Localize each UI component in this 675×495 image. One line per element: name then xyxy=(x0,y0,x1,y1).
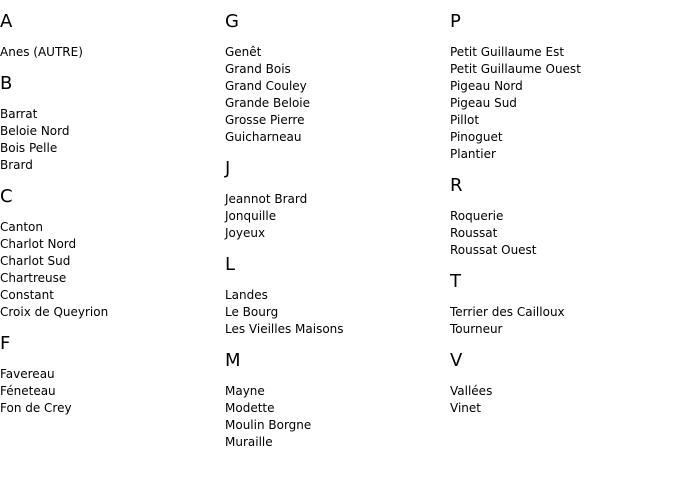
place-link[interactable]: Vallées xyxy=(450,384,493,398)
place-list xyxy=(225,287,344,338)
place-link[interactable]: Les Vieilles Maisons xyxy=(225,322,344,336)
letter-section xyxy=(225,12,344,146)
letter-section xyxy=(450,176,581,259)
place-link[interactable]: Charlot Sud xyxy=(0,254,71,268)
place-link[interactable]: Barrat xyxy=(0,107,38,121)
place-link[interactable]: Moulin Borgne xyxy=(225,418,312,432)
place-link[interactable]: Roussat Ouest xyxy=(450,243,537,257)
index-column-3 xyxy=(450,0,581,417)
place-link[interactable]: Féneteau xyxy=(0,384,56,398)
section-letter-heading: R xyxy=(450,175,463,196)
place-link[interactable]: Grosse Pierre xyxy=(225,113,305,127)
place-list xyxy=(225,44,344,146)
place-link[interactable]: Modette xyxy=(225,401,275,415)
section-letter-heading: J xyxy=(225,158,231,179)
letter-section xyxy=(450,351,581,417)
place-link[interactable]: Le Bourg xyxy=(225,305,279,319)
place-link[interactable]: Anes (AUTRE) xyxy=(0,45,83,59)
section-letter-heading: C xyxy=(0,186,13,207)
place-link[interactable]: Chartreuse xyxy=(0,271,67,285)
place-link[interactable]: Fon de Crey xyxy=(0,401,72,415)
section-letter-heading: M xyxy=(225,350,241,371)
place-link[interactable]: Vinet xyxy=(450,401,481,415)
place-link[interactable]: Tourneur xyxy=(450,322,503,336)
section-letter-heading: V xyxy=(450,350,463,371)
place-link[interactable]: Landes xyxy=(225,288,268,302)
place-link[interactable]: Terrier des Cailloux xyxy=(450,305,565,319)
place-link[interactable]: Muraille xyxy=(225,435,273,449)
place-link[interactable]: Grande Beloie xyxy=(225,96,311,110)
place-list xyxy=(450,44,581,163)
place-link[interactable]: Mayne xyxy=(225,384,265,398)
place-list xyxy=(450,383,581,417)
place-link[interactable]: Pigeau Nord xyxy=(450,79,523,93)
place-link[interactable]: Pinoguet xyxy=(450,130,503,144)
place-link[interactable]: Jeannot Brard xyxy=(225,192,308,206)
place-list xyxy=(0,44,108,61)
place-link[interactable]: Plantier xyxy=(450,147,496,161)
place-link[interactable]: Petit Guillaume Est xyxy=(450,45,565,59)
place-link[interactable]: Croix de Queyrion xyxy=(0,305,109,319)
letter-section xyxy=(450,12,581,163)
letter-section xyxy=(0,334,108,417)
place-link[interactable]: Guicharneau xyxy=(225,130,302,144)
place-link[interactable]: Roquerie xyxy=(450,209,504,223)
place-link[interactable]: Charlot Nord xyxy=(0,237,77,251)
section-letter-heading: A xyxy=(0,11,13,32)
place-link[interactable]: Favereau xyxy=(0,367,55,381)
letter-section xyxy=(225,351,344,451)
place-link[interactable]: Bois Pelle xyxy=(0,141,58,155)
section-letter-heading: L xyxy=(225,254,236,275)
letter-section xyxy=(225,159,344,242)
place-link[interactable]: Petit Guillaume Ouest xyxy=(450,62,581,76)
place-link[interactable]: Genêt xyxy=(225,45,262,59)
place-list xyxy=(0,219,108,321)
place-link[interactable]: Jonquille xyxy=(225,209,277,223)
letter-section xyxy=(225,255,344,338)
place-link[interactable]: Pigeau Sud xyxy=(450,96,517,110)
place-list xyxy=(0,106,108,174)
index-column-1 xyxy=(0,0,108,417)
place-link[interactable]: Canton xyxy=(0,220,43,234)
letter-section xyxy=(0,74,108,174)
place-list xyxy=(450,304,581,338)
index-column-2 xyxy=(225,0,344,451)
place-link[interactable]: Beloie Nord xyxy=(0,124,70,138)
place-link[interactable]: Roussat xyxy=(450,226,498,240)
place-link[interactable]: Grand Couley xyxy=(225,79,307,93)
place-link[interactable]: Pillot xyxy=(450,113,480,127)
place-link[interactable]: Joyeux xyxy=(225,226,266,240)
place-link[interactable]: Grand Bois xyxy=(225,62,291,76)
section-letter-heading: F xyxy=(0,333,11,354)
letter-section xyxy=(450,272,581,338)
letter-section xyxy=(0,187,108,321)
letter-section xyxy=(0,12,108,61)
section-letter-heading: G xyxy=(225,11,239,32)
section-letter-heading: B xyxy=(0,73,13,94)
section-letter-heading: T xyxy=(450,271,461,292)
place-list xyxy=(0,366,108,417)
place-link[interactable]: Brard xyxy=(0,158,33,172)
place-list xyxy=(450,208,581,259)
place-list xyxy=(225,383,344,451)
place-link[interactable]: Constant xyxy=(0,288,54,302)
place-list xyxy=(225,191,344,242)
section-letter-heading: P xyxy=(450,11,461,32)
